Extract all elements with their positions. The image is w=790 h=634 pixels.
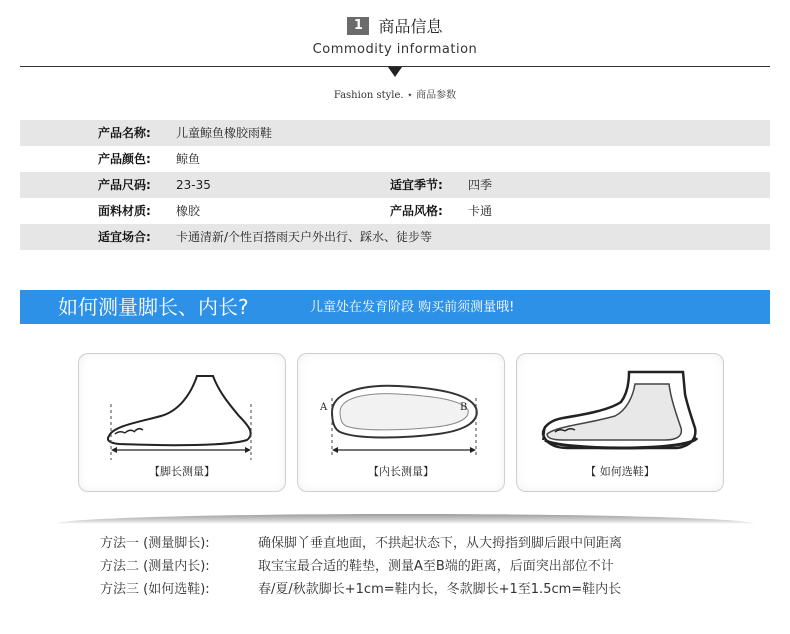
info-label: 产品颜色: — [98, 152, 151, 166]
method-item — [100, 534, 770, 557]
info-row-size — [20, 172, 770, 198]
decorative-shadow-divider — [55, 514, 755, 524]
section-title — [0, 14, 790, 37]
info-label: 适宜场合: — [98, 230, 151, 244]
info-label: 产品尺码: — [98, 178, 151, 192]
info-value: 橡胶 — [176, 204, 201, 218]
product-info-table — [20, 120, 770, 250]
method-desc: 取宝宝最合适的鞋垫，测量A至B端的距离，后面突出部位不计 — [258, 559, 614, 574]
info-label-2: 产品风格: — [390, 204, 443, 218]
method-desc: 春/夏/秋款脚长+1cm=鞋内长，冬款脚长+1至1.5cm=鞋内长 — [258, 582, 622, 597]
fashion-style-label: Fashion style. ⋆ 商品参数 — [333, 90, 457, 101]
section-subtitle: Commodity information — [312, 42, 478, 57]
triangle-down-icon — [388, 67, 402, 77]
info-value: 卡通清新/个性百搭雨天户外出行、踩水、徒步等 — [176, 230, 433, 244]
info-value: 鲸鱼 — [176, 152, 201, 166]
card-foot-length — [78, 353, 286, 492]
measure-banner — [20, 290, 770, 324]
card-caption: 【 如何选鞋】 — [585, 465, 655, 478]
info-value-2: 四季 — [468, 178, 493, 192]
point-a-label: A — [320, 402, 328, 413]
info-row-occasion — [20, 224, 770, 250]
card-caption: 【脚长测量】 — [149, 465, 215, 478]
method-item — [100, 580, 770, 603]
info-label: 面料材质: — [98, 204, 151, 218]
card-inner-length — [297, 353, 505, 492]
method-name: 方法二 (测量内长): — [100, 559, 210, 574]
point-b-label: B — [460, 402, 468, 413]
method-name: 方法三 (如何选鞋): — [100, 582, 210, 597]
info-value: 23-35 — [176, 178, 211, 192]
banner-subtitle: 儿童处在发育阶段 购买前须测量哦! — [310, 300, 515, 315]
section-title-text: 商品信息 — [378, 17, 443, 36]
card-choose-shoe — [516, 353, 724, 492]
method-item — [100, 557, 770, 580]
info-label: 产品名称: — [98, 126, 151, 140]
info-row-color — [20, 146, 770, 172]
info-value-2: 卡通 — [468, 204, 493, 218]
banner-title: 如何测量脚长、内长? — [58, 295, 249, 319]
info-row-name — [20, 120, 770, 146]
measure-methods — [100, 534, 770, 603]
method-desc: 确保脚丫垂直地面，不拱起状态下，从大拇指到脚后跟中间距离 — [258, 536, 623, 551]
info-value: 儿童鲸鱼橡胶雨鞋 — [176, 126, 273, 140]
section-number: 1 — [347, 17, 369, 35]
card-caption: 【内长测量】 — [368, 465, 434, 478]
method-name: 方法一 (测量脚长): — [100, 536, 210, 551]
info-row-material — [20, 198, 770, 224]
info-label-2: 适宜季节: — [390, 178, 443, 192]
